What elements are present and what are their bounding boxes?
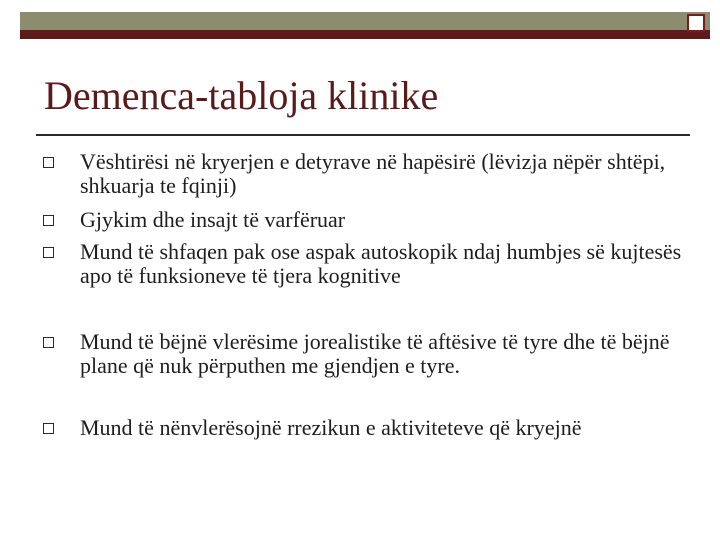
bullet-item (80, 240, 690, 288)
hollow-square-bullet-icon (43, 157, 54, 168)
title-divider (36, 134, 690, 136)
bullet-text: Gjykim dhe insajt të varfëruar (80, 207, 346, 232)
bullet-item (80, 416, 690, 440)
slide-title: Demenca-tabloja klinike (44, 73, 439, 118)
hollow-square-bullet-icon (43, 247, 54, 258)
bullet-item (80, 150, 690, 198)
hollow-square-bullet-icon (43, 215, 54, 226)
bullet-item (80, 330, 690, 378)
hollow-square-bullet-icon (43, 423, 54, 434)
bullet-text: Mund të shfaqen pak ose aspak autoskopik ndaj humbjes së kujtesës apo të funksioneve të tjera kognitive (80, 239, 682, 288)
bullet-text: Vështirësi në kryerjen e detyrave në hapësirë (lëvizja nëpër shtëpi, shkuarja te fqinji) (80, 149, 666, 198)
hollow-square-bullet-icon (43, 337, 54, 348)
bullet-item (80, 208, 690, 232)
corner-square-icon (687, 14, 705, 32)
bullet-text: Mund të bëjnë vlerësime jorealistike të aftësive të tyre dhe të bëjnë plane që nuk përputhen me gjendjen e tyre. (80, 329, 670, 378)
header-band-top (20, 12, 710, 30)
bullet-text: Mund të nënvlerësojnë rrezikun e aktiviteteve që kryejnë (80, 415, 582, 440)
header-band-bottom (20, 30, 710, 39)
